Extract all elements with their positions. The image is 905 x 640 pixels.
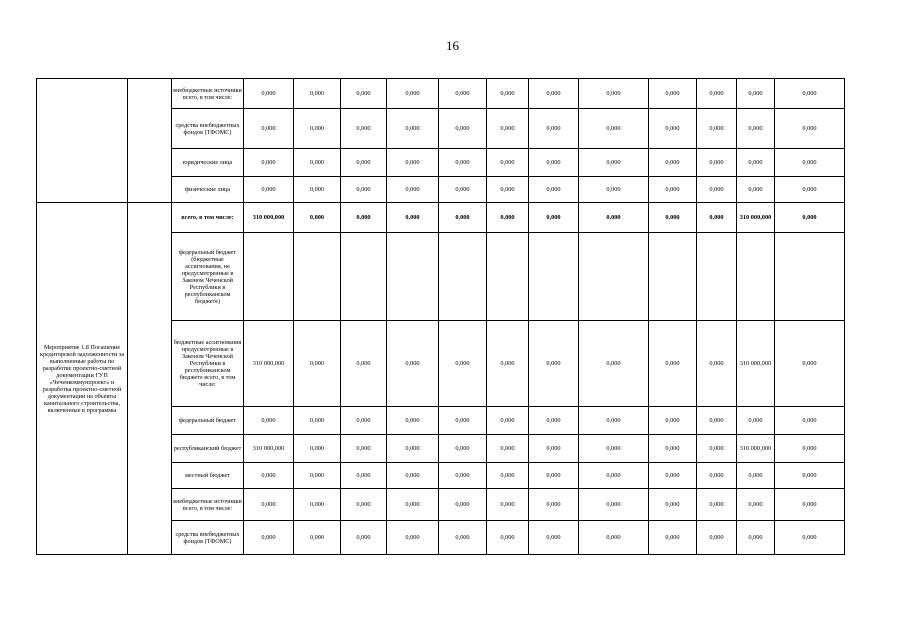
executor-cell-empty	[128, 203, 172, 555]
value-cell: 310 000,000	[244, 435, 294, 463]
source-label: местный бюджет	[172, 463, 244, 489]
value-cell: 0,000	[775, 203, 845, 233]
value-cell: 0,000	[737, 407, 775, 435]
value-cell: 0,000	[487, 321, 529, 407]
value-cell: 0,000	[737, 521, 775, 555]
value-cell: 0,000	[579, 489, 649, 521]
value-cell	[649, 233, 697, 321]
value-cell: 0,000	[529, 407, 579, 435]
value-cell	[579, 233, 649, 321]
value-cell: 0,000	[294, 203, 341, 233]
value-cell: 0,000	[579, 407, 649, 435]
source-label: внебюджетные источники всего, в том числе:	[172, 79, 244, 109]
value-cell: 0,000	[737, 79, 775, 109]
value-cell: 0,000	[775, 321, 845, 407]
value-cell: 0,000	[775, 463, 845, 489]
value-cell: 0,000	[697, 177, 737, 203]
value-cell: 0,000	[294, 109, 341, 149]
value-cell: 0,000	[387, 109, 439, 149]
value-cell: 0,000	[529, 79, 579, 109]
value-cell: 0,000	[341, 435, 387, 463]
value-cell: 0,000	[244, 407, 294, 435]
activity-cell-empty	[37, 79, 128, 203]
budget-table	[36, 78, 845, 555]
value-cell: 0,000	[775, 435, 845, 463]
value-cell: 0,000	[697, 109, 737, 149]
value-cell: 0,000	[244, 463, 294, 489]
value-cell: 0,000	[579, 521, 649, 555]
value-cell: 0,000	[579, 321, 649, 407]
value-cell: 0,000	[775, 177, 845, 203]
value-cell: 0,000	[341, 321, 387, 407]
value-cell: 0,000	[341, 109, 387, 149]
source-label: республиканский бюджет	[172, 435, 244, 463]
value-cell: 0,000	[294, 321, 341, 407]
value-cell: 0,000	[439, 79, 487, 109]
value-cell: 310 000,000	[244, 321, 294, 407]
value-cell: 0,000	[439, 521, 487, 555]
value-cell: 0,000	[487, 177, 529, 203]
value-cell: 0,000	[294, 521, 341, 555]
value-cell: 0,000	[529, 203, 579, 233]
value-cell: 0,000	[341, 203, 387, 233]
value-cell	[775, 233, 845, 321]
value-cell: 0,000	[737, 177, 775, 203]
value-cell: 0,000	[439, 109, 487, 149]
value-cell: 0,000	[294, 463, 341, 489]
value-cell: 0,000	[387, 149, 439, 177]
value-cell: 0,000	[529, 521, 579, 555]
value-cell: 0,000	[294, 407, 341, 435]
value-cell: 0,000	[775, 79, 845, 109]
value-cell: 0,000	[649, 149, 697, 177]
source-label: всего, в том числе:	[172, 203, 244, 233]
value-cell: 0,000	[697, 463, 737, 489]
value-cell: 0,000	[529, 177, 579, 203]
source-label: средства внебюджетных фондов (ТФОМС)	[172, 109, 244, 149]
source-label: юридические лица	[172, 149, 244, 177]
value-cell: 0,000	[439, 463, 487, 489]
page-number: 16	[446, 38, 459, 53]
value-cell: 0,000	[529, 321, 579, 407]
value-cell: 0,000	[341, 463, 387, 489]
value-cell: 0,000	[649, 177, 697, 203]
value-cell: 310 000,000	[244, 203, 294, 233]
value-cell: 0,000	[244, 79, 294, 109]
value-cell: 0,000	[439, 435, 487, 463]
value-cell: 0,000	[697, 407, 737, 435]
value-cell: 0,000	[387, 489, 439, 521]
value-cell	[341, 233, 387, 321]
source-label: федеральный бюджет	[172, 407, 244, 435]
value-cell: 0,000	[294, 177, 341, 203]
value-cell: 0,000	[439, 203, 487, 233]
value-cell: 0,000	[341, 79, 387, 109]
table-row	[37, 79, 845, 109]
value-cell: 0,000	[737, 149, 775, 177]
value-cell: 0,000	[487, 407, 529, 435]
value-cell: 0,000	[341, 149, 387, 177]
value-cell: 0,000	[439, 177, 487, 203]
value-cell: 0,000	[775, 149, 845, 177]
value-cell: 0,000	[775, 489, 845, 521]
value-cell: 0,000	[697, 435, 737, 463]
value-cell: 0,000	[387, 79, 439, 109]
value-cell: 0,000	[649, 407, 697, 435]
value-cell: 0,000	[579, 109, 649, 149]
value-cell: 0,000	[244, 489, 294, 521]
value-cell: 0,000	[649, 489, 697, 521]
value-cell: 0,000	[697, 149, 737, 177]
value-cell: 0,000	[244, 177, 294, 203]
value-cell: 0,000	[697, 203, 737, 233]
value-cell: 0,000	[487, 203, 529, 233]
value-cell: 0,000	[387, 321, 439, 407]
value-cell: 0,000	[487, 149, 529, 177]
value-cell: 0,000	[387, 203, 439, 233]
value-cell: 0,000	[697, 489, 737, 521]
value-cell: 0,000	[529, 489, 579, 521]
value-cell: 0,000	[244, 109, 294, 149]
value-cell: 0,000	[439, 489, 487, 521]
value-cell: 0,000	[529, 435, 579, 463]
value-cell: 0,000	[294, 79, 341, 109]
value-cell: 0,000	[649, 435, 697, 463]
value-cell: 0,000	[529, 463, 579, 489]
value-cell: 0,000	[579, 79, 649, 109]
value-cell: 0,000	[579, 203, 649, 233]
value-cell	[737, 233, 775, 321]
value-cell: 0,000	[294, 489, 341, 521]
value-cell: 0,000	[487, 109, 529, 149]
value-cell: 0,000	[579, 435, 649, 463]
value-cell: 0,000	[529, 149, 579, 177]
value-cell: 0,000	[341, 177, 387, 203]
value-cell: 0,000	[439, 149, 487, 177]
source-label: средства внебюджетных фондов (ТФОМС)	[172, 521, 244, 555]
value-cell: 0,000	[649, 521, 697, 555]
value-cell: 0,000	[487, 463, 529, 489]
value-cell: 0,000	[439, 321, 487, 407]
value-cell: 0,000	[579, 463, 649, 489]
value-cell: 0,000	[387, 521, 439, 555]
value-cell: 0,000	[341, 407, 387, 435]
value-cell: 0,000	[529, 109, 579, 149]
value-cell: 0,000	[487, 521, 529, 555]
value-cell: 0,000	[737, 463, 775, 489]
value-cell: 0,000	[697, 321, 737, 407]
value-cell	[697, 233, 737, 321]
source-label: бюджетные ассигнования предусмотренные в Законом Чеченской Республики в республиканском бюджете всего, в том числе:	[172, 321, 244, 407]
executor-cell-empty	[128, 79, 172, 203]
value-cell: 0,000	[487, 435, 529, 463]
value-cell: 0,000	[775, 521, 845, 555]
value-cell: 0,000	[387, 407, 439, 435]
value-cell: 0,000	[341, 521, 387, 555]
value-cell: 0,000	[341, 489, 387, 521]
source-label: внебюджетные источники всего, в том числе:	[172, 489, 244, 521]
value-cell: 0,000	[487, 79, 529, 109]
table-row	[37, 203, 845, 233]
value-cell: 0,000	[649, 463, 697, 489]
value-cell	[244, 233, 294, 321]
value-cell: 0,000	[439, 407, 487, 435]
value-cell: 0,000	[387, 463, 439, 489]
value-cell: 0,000	[697, 79, 737, 109]
value-cell	[439, 233, 487, 321]
value-cell: 0,000	[294, 149, 341, 177]
value-cell: 310 000,000	[737, 321, 775, 407]
value-cell: 0,000	[697, 521, 737, 555]
value-cell: 0,000	[387, 435, 439, 463]
activity-title: Мероприятие 1.8 Погашение кредиторской задолженности за выполненные работы по разработке проектно-сметной документации ГУП «Чеченкоммунпроект» и разработка проектно-сметной документации на объекты капитального строительства, включенные в программы	[37, 203, 128, 555]
value-cell	[294, 233, 341, 321]
value-cell: 0,000	[387, 177, 439, 203]
value-cell: 0,000	[737, 489, 775, 521]
source-label: федеральный бюджет (бюджетные ассигнования, не предусмотренные в Законом Чеченской Республики в республиканском бюджете)	[172, 233, 244, 321]
value-cell: 0,000	[649, 203, 697, 233]
value-cell: 0,000	[579, 149, 649, 177]
value-cell: 0,000	[775, 407, 845, 435]
value-cell	[529, 233, 579, 321]
value-cell: 0,000	[244, 521, 294, 555]
value-cell: 0,000	[244, 149, 294, 177]
value-cell: 310 000,000	[737, 435, 775, 463]
value-cell	[387, 233, 439, 321]
value-cell: 310 000,000	[737, 203, 775, 233]
value-cell: 0,000	[775, 109, 845, 149]
value-cell: 0,000	[487, 489, 529, 521]
value-cell: 0,000	[579, 177, 649, 203]
value-cell: 0,000	[649, 109, 697, 149]
source-label: физические лица	[172, 177, 244, 203]
value-cell	[487, 233, 529, 321]
value-cell: 0,000	[294, 435, 341, 463]
value-cell: 0,000	[649, 79, 697, 109]
value-cell: 0,000	[649, 321, 697, 407]
value-cell: 0,000	[737, 109, 775, 149]
